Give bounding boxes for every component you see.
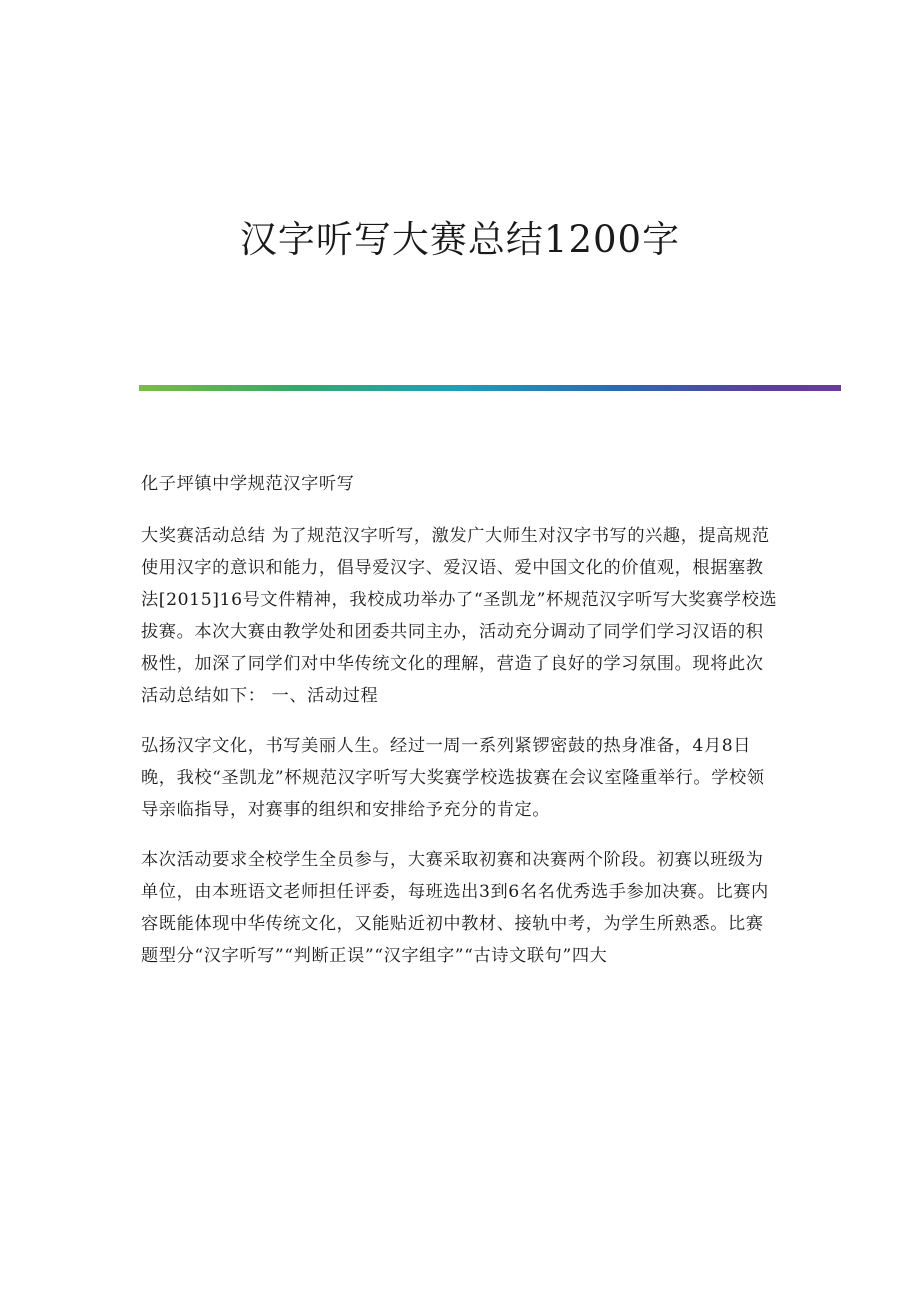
document-body bbox=[141, 468, 781, 990]
paragraph: 大奖赛活动总结 为了规范汉字听写，激发广大师生对汉字书写的兴趣，提高规范使用汉字的意识和能力，倡导爱汉字、爱汉语、爱中国文化的价值观，根据塞教法[2015]16号文件精神，我校成功举办了“圣凯龙”杯规范汉字听写大奖赛学校选拔赛。本次大赛由教学处和团委共同主办，活动充分调动了同学们学习汉语的积极性，加深了同学们对中华传统文化的理解，营造了良好的学习氛围。现将此次活动总结如下： 一、活动过程 bbox=[141, 526, 778, 706]
paragraph-heading: 化子坪镇中学规范汉字听写 bbox=[141, 474, 355, 494]
title-divider bbox=[139, 385, 841, 391]
paragraph: 弘扬汉字文化，书写美丽人生。经过一周一系列紧锣密鼓的热身准备，4月8日晚，我校“圣凯龙”杯规范汉字听写大奖赛学校选拔赛在会议室隆重举行。学校领导亲临指导，对赛事的组织和安排给予充分的肯定。 bbox=[141, 736, 765, 820]
page-title: 汉字听写大赛总结1200字 bbox=[239, 218, 681, 261]
paragraph: 本次活动要求全校学生全员参与，大赛采取初赛和决赛两个阶段。初赛以班级为单位，由本班语文老师担任评委，每班选出3到6名名优秀选手参加决赛。比赛内容既能体现中华传统文化，又能贴近初中教材、接轨中考，为学生所熟悉。比赛题型分“汉字听写”“判断正误”“汉字组字”“古诗文联句”四大 bbox=[141, 850, 769, 966]
